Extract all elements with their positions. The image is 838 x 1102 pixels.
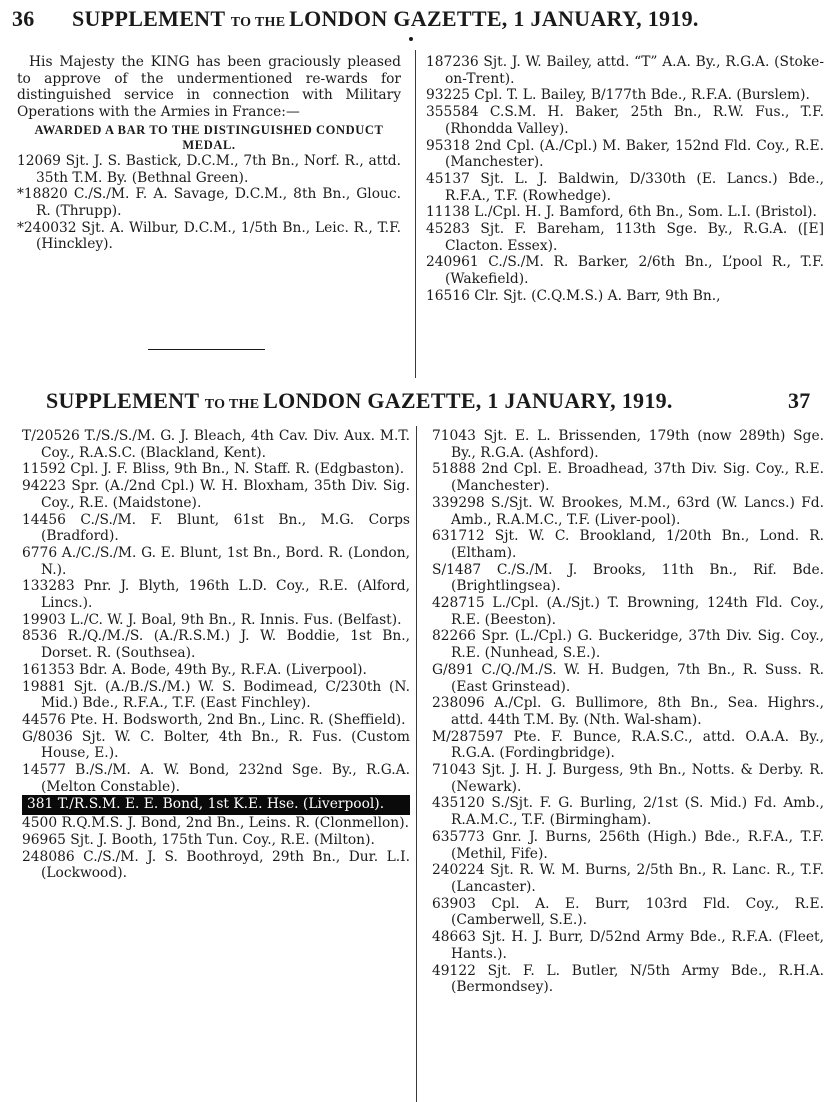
list-item: 71043 Sjt. J. H. J. Burgess, 9th Bn., Notts. & Derby. R. (Newark). [432,762,824,795]
list-item: 339298 S./Sjt. W. Brookes, M.M., 63rd (W. Lancs.) Fd. Amb., R.A.M.C., T.F. (Liver-pool). [432,494,824,528]
list-item: 44576 Pte. H. Bodsworth, 2nd Bn., Linc. R. (Sheffield). [22,711,406,728]
page-header [0,0,838,36]
list-item: 248086 C./S./M. J. S. Boothroyd, 29th Bn., Dur. L.I. (Lockwood). [22,848,410,882]
list-item: 8536 R./Q./M./S. (A./R.S.M.) J. W. Boddie, 1st Bn., Dorset. R. (Southsea). [22,628,410,662]
list-item: 45283 Sjt. F. Bareham, 113th Sge. By., R.G.A. ([E] Clacton. Essex). [426,221,824,254]
list-item: 635773 Gnr. J. Burns, 256th (High.) Bde., R.F.A., T.F. (Methil, Fife). [432,828,824,862]
list-item: G/8036 Sjt. W. C. Bolter, 4th Bn., R. Fus. (Custom House, E.). [22,728,410,762]
list-item: 428715 L./Cpl. (A./Sjt.) T. Browning, 124th Fld. Coy., R.E. (Beeston). [432,595,824,628]
list-item: S/1487 C./S./M. J. Brooks, 11th Bn., Rif. Bde. (Brightlingsea). [432,561,824,595]
right-column [432,428,824,996]
column-divider [416,426,417,1102]
left-column [22,428,410,882]
list-item: 14456 C./S./M. F. Blunt, 61st Bn., M.G. Corps (Bradford). [22,511,410,545]
list-item: 49122 Sjt. F. L. Butler, N/5th Army Bde., R.H.A. (Bermondsey). [432,962,824,996]
list-item: 161353 Bdr. A. Bode, 49th By., R.F.A. (Liverpool). [22,661,367,678]
list-item: 11138 L./Cpl. H. J. Bamford, 6th Bn., Som. L.I. (Bristol). [426,204,817,221]
gazette-page-37 [0,382,838,1102]
list-item: 71043 Sjt. E. L. Brissenden, 179th (now 289th) Sge. By., R.G.A. (Ashford). [432,428,824,461]
list-item: 11592 Cpl. J. F. Bliss, 9th Bn., N. Staff. R. (Edgbaston). [22,461,405,478]
list-item: 187236 Sjt. J. W. Bailey, attd. “T” A.A. By., R.G.A. (Stoke-on-Trent). [426,54,824,87]
list-item: 133283 Pnr. J. Blyth, 196th L.D. Coy., R.E. (Alford, Lincs.). [22,578,410,612]
section-heading: AWARDED A BAR TO THE DISTINGUISHED CONDUCT MEDAL. [34,122,384,152]
list-item: 96965 Sjt. J. Booth, 175th Tun. Coy., R.E. (Milton). [22,831,375,848]
list-item: M/287597 Pte. F. Bunce, R.A.S.C., attd. O.A.A. By., R.G.A. (Fordingbridge). [432,728,824,762]
list-item: 12069 Sjt. J. S. Bastick, D.C.M., 7th Bn., Norf. R., attd. 35th T.M. By. (Bethnal Green). [17,152,401,186]
list-item: 19881 Sjt. (A./B./S./M.) W. S. Bodimead, C/230th (N. Mid.) Bde., R.F.A., T.F. (East Finchley). [22,678,410,712]
list-item: 240961 C./S./M. R. Barker, 2/6th Bn., L’pool R., T.F. (Wakefield). [426,254,824,288]
list-item: *240032 Sjt. A. Wilbur, D.C.M., 1/5th Bn., Leic. R., T.F. (Hinckley). [17,219,401,253]
list-item: 51888 2nd Cpl. E. Broadhead, 37th Div. Sig. Coy., R.E. (Manchester). [432,461,824,495]
list-item: T/20526 T./S./S./M. G. J. Bleach, 4th Cav. Div. Aux. M.T. Coy., R.A.S.C. (Blackland, Kent). [22,428,410,461]
column-divider [415,50,416,378]
header-dot [409,37,413,41]
list-item: 45137 Sjt. L. J. Baldwin, D/330th (E. Lancs.) Bde., R.F.A., T.F. (Rowhedge). [426,170,824,204]
list-item: 14577 B./S./M. A. W. Bond, 232nd Sge. By., R.G.A. (Melton Constable). [22,762,410,795]
list-item: 82266 Spr. (L./Cpl.) G. Buckeridge, 37th Div. Sig. Coy., R.E. (Nunhead, S.E.). [432,628,824,662]
list-item: 631712 Sjt. W. C. Brookland, 1/20th Bn., Lond. R. (Eltham). [432,528,824,561]
list-item: 240224 Sjt. R. W. M. Burns, 2/5th Bn., R. Lanc. R., T.F. (Lancaster). [432,862,824,895]
page-number: 36 [12,6,35,31]
page-number: 37 [788,388,811,413]
list-item: *18820 C./S./M. F. A. Savage, D.C.M., 8th Bn., Glouc. R. (Thrupp). [17,186,401,219]
left-column [17,54,401,253]
page-title: SUPPLEMENT TO THE LONDON GAZETTE, 1 JANUARY, 1919. [72,6,699,31]
list-item: 94223 Spr. (A./2nd Cpl.) W. H. Bloxham, 35th Div. Sig. Coy., R.E. (Maidstone). [22,478,410,511]
page-title: SUPPLEMENT TO THE LONDON GAZETTE, 1 JANUARY, 1919. [46,388,673,413]
list-item: 4500 R.Q.M.S. J. Bond, 2nd Bn., Leins. R. (Clonmellon). [22,815,409,832]
list-item: 355584 C.S.M. H. Baker, 25th Bn., R.W. Fus., T.F. (Rhondda Valley). [426,104,824,137]
list-item: 16516 Clr. Sjt. (C.Q.M.S.) A. Barr, 9th Bn., [426,287,721,304]
list-item: 19903 L./C. W. J. Boal, 9th Bn., R. Innis. Fus. (Belfast). [22,611,402,628]
list-item: 93225 Cpl. T. L. Bailey, B/177th Bde., R.F.A. (Burslem). [426,87,810,104]
list-item: 95318 2nd Cpl. (A./Cpl.) M. Baker, 152nd Fld. Coy., R.E. (Manchester). [426,137,824,171]
list-item: 238096 A./Cpl. G. Bullimore, 8th Bn., Sea. Highrs., attd. 44th T.M. By. (Nth. Wal-sham). [432,695,824,728]
highlighted-entry: 381 T./R.S.M. E. E. Bond, 1st K.E. Hse. (Liverpool). [22,795,410,815]
list-item: 48663 Sjt. H. J. Burr, D/52nd Army Bde., R.F.A. (Fleet, Hants.). [432,929,824,962]
gazette-page-36 [0,0,838,380]
section-divider [148,349,265,350]
intro-paragraph: His Majesty the KING has been graciously pleased to approve of the undermentioned re-wards for distinguished service in connection with Military Operations with the Armies in France:— [17,54,401,121]
list-item: 63903 Cpl. A. E. Burr, 103rd Fld. Coy., R.E. (Camberwell, S.E.). [432,895,824,929]
list-item: 435120 S./Sjt. F. G. Burling, 2/1st (S. Mid.) Fd. Amb., R.A.M.C., T.F. (Birmingham). [432,795,824,829]
page-header [0,382,838,418]
list-item: G/891 C./Q./M./S. W. H. Budgen, 7th Bn., R. Suss. R. (East Grinstead). [432,661,824,695]
right-column [426,54,824,305]
list-item: 6776 A./C./S./M. G. E. Blunt, 1st Bn., Bord. R. (London, N.). [22,544,410,578]
